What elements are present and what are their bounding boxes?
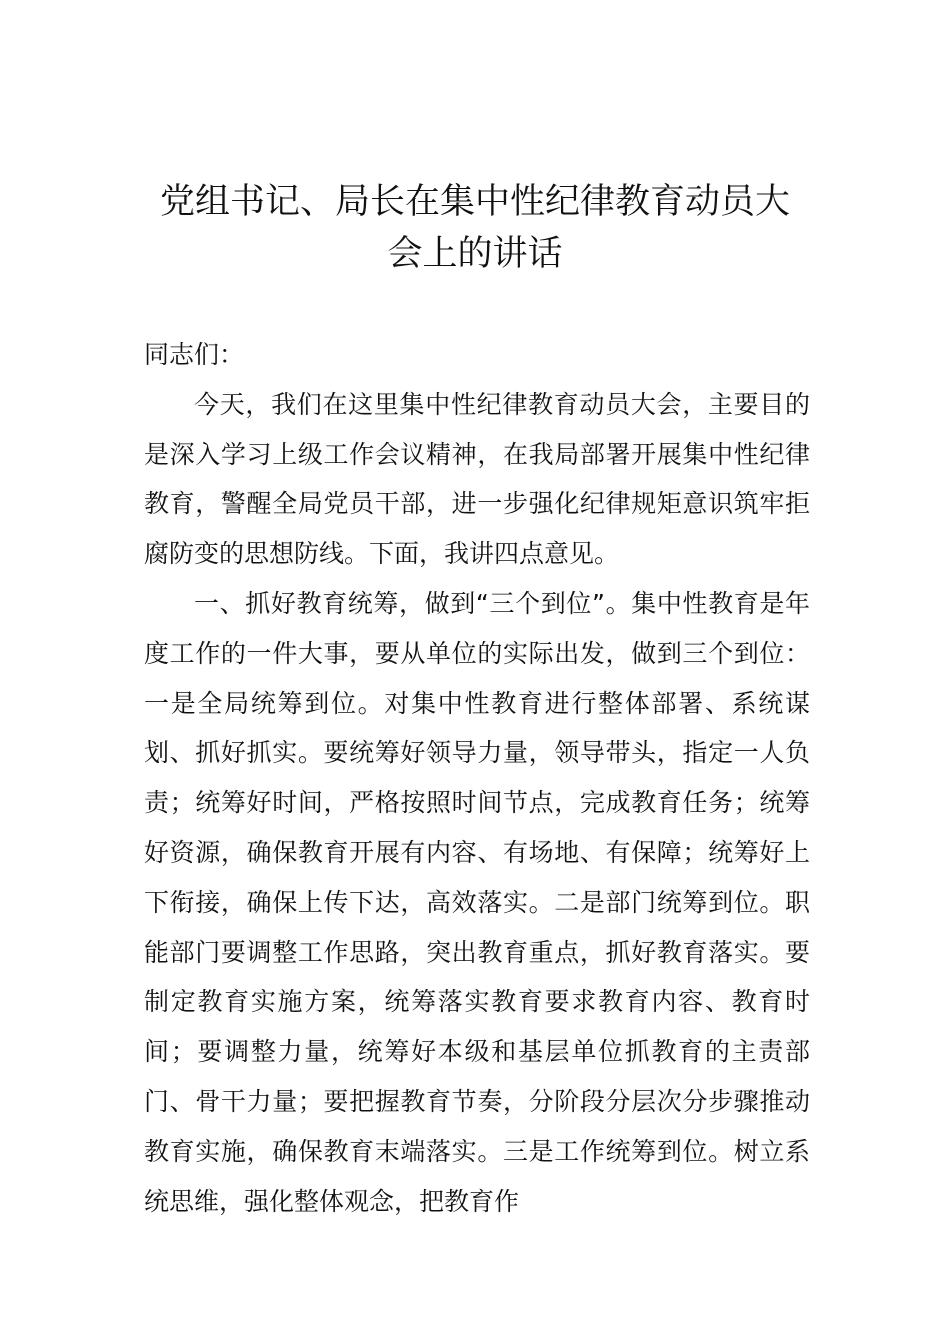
document-title-line-2: 会上的讲话: [387, 234, 563, 274]
paragraph-section-one: 一、抓好教育统筹，做到“三个到位”。集中性教育是年度工作的一件大事，要从单位的实际出发，做到三个到位：一是全局统筹到位。对集中性教育进行整体部署、系统谋划、抓好抓实。要统筹好领导力量，领导带头，指定一人负责；统筹好时间，严格按照时间节点，完成教育任务；统筹好资源，确保教育开展有内容、有场地、有保障；统筹好上下衔接，确保上传下达，高效落实。二是部门统筹到位。职能部门要调整工作思路，突出教育重点，抓好教育落实。要制定教育实施方案，统筹落实教育要求教育内容、教育时间；要调整力量，统筹好本级和基层单位抓教育的主责部门、骨干力量；要把握教育节奏，分阶段分层次分步骤推动教育实施，确保教育末端落实。三是工作统筹到位。树立系统思维，强化整体观念，把教育作: [144, 588, 810, 1216]
salutation: 同志们：: [144, 340, 245, 369]
document-body: [144, 330, 810, 1226]
document-title: [140, 176, 810, 280]
paragraph-intro: 今天，我们在这里集中性纪律教育动员大会，主要目的是深入学习上级工作会议精神，在我局部署开展集中性纪律教育，警醒全局党员干部，进一步强化纪律规矩意识筑牢拒腐防变的思想防线。下面，我讲四点意见。: [144, 389, 810, 569]
document-title-line-1: 党组书记、局长在集中性纪律教育动员大: [159, 182, 790, 222]
